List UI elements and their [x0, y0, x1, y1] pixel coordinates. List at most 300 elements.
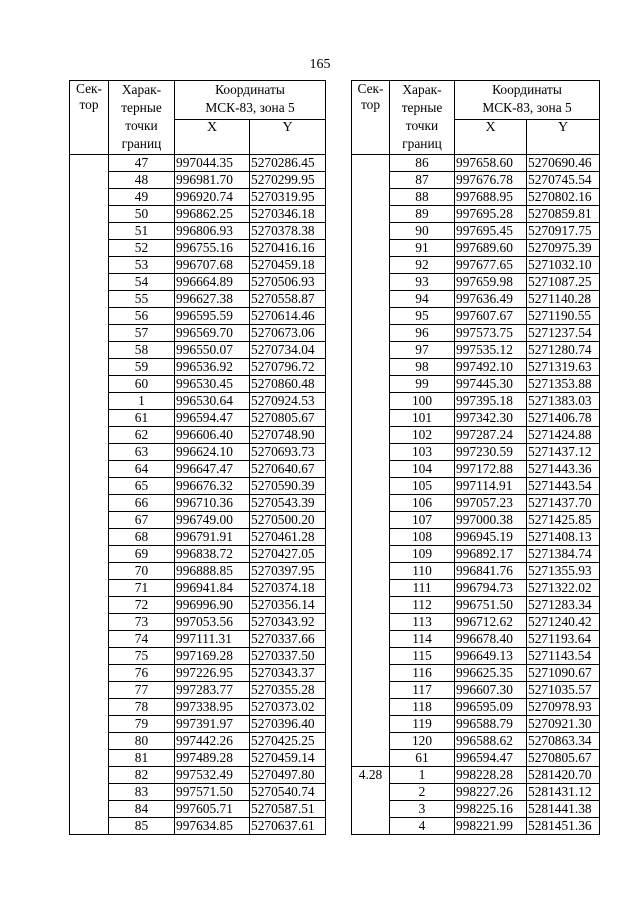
sector-cell: [70, 376, 109, 393]
point-cell: 75: [109, 648, 175, 665]
x-cell: 997169.28: [175, 648, 250, 665]
table-row: [70, 614, 326, 631]
point-cell: 88: [390, 189, 455, 206]
sector-cell: [70, 767, 109, 784]
x-cell: 997053.56: [175, 614, 250, 631]
x-cell: 996888.85: [175, 563, 250, 580]
sector-cell: [352, 478, 390, 495]
sector-cell: [70, 495, 109, 512]
table-row: [352, 308, 600, 325]
point-cell: 102: [390, 427, 455, 444]
table-row: [352, 784, 600, 801]
y-cell: 5270416.16: [250, 240, 326, 257]
point-cell: 1: [109, 393, 175, 410]
point-cell: 92: [390, 257, 455, 274]
sector-cell: [352, 733, 390, 750]
table-row: [70, 376, 326, 393]
header-point-line1: Харак-: [121, 82, 162, 97]
point-cell: 105: [390, 478, 455, 495]
x-cell: 996710.36: [175, 495, 250, 512]
y-cell: 5270863.34: [527, 733, 600, 750]
header-point-line4: границ: [402, 136, 442, 151]
x-cell: 997695.28: [455, 206, 527, 223]
y-cell: 5271443.36: [527, 461, 600, 478]
x-cell: 997342.30: [455, 410, 527, 427]
table-row: [352, 291, 600, 308]
table-row: [352, 495, 600, 512]
x-cell: 997338.95: [175, 699, 250, 716]
header-x: X: [455, 120, 527, 155]
y-cell: 5270558.87: [250, 291, 326, 308]
sector-cell: [70, 682, 109, 699]
sector-cell: [70, 580, 109, 597]
point-cell: 58: [109, 342, 175, 359]
x-cell: 997573.75: [455, 325, 527, 342]
header-x: X: [175, 120, 250, 155]
point-cell: 73: [109, 614, 175, 631]
sector-cell: [70, 223, 109, 240]
sector-cell: [70, 206, 109, 223]
sector-cell: [70, 274, 109, 291]
table-row: [352, 376, 600, 393]
sector-cell: [352, 665, 390, 682]
sector-cell: [70, 716, 109, 733]
sector-cell: [352, 648, 390, 665]
page-number: 165: [309, 57, 331, 72]
point-cell: 82: [109, 767, 175, 784]
x-cell: 996530.64: [175, 393, 250, 410]
table-row: [70, 342, 326, 359]
y-cell: 5270337.50: [250, 648, 326, 665]
sector-cell: [352, 325, 390, 342]
point-cell: 106: [390, 495, 455, 512]
sector-cell: [70, 529, 109, 546]
point-cell: 98: [390, 359, 455, 376]
sector-cell: [352, 614, 390, 631]
sector-cell: [352, 597, 390, 614]
sector-cell: [352, 240, 390, 257]
point-cell: 61: [390, 750, 455, 767]
table-row: [352, 767, 600, 784]
x-cell: 996751.50: [455, 597, 527, 614]
table-row: [70, 223, 326, 240]
sector-cell: [70, 257, 109, 274]
sector-cell: [352, 750, 390, 767]
table-row: [70, 512, 326, 529]
x-cell: 996678.40: [455, 631, 527, 648]
header-sector: [70, 81, 109, 155]
point-cell: 49: [109, 189, 175, 206]
point-cell: 51: [109, 223, 175, 240]
point-cell: 89: [390, 206, 455, 223]
y-cell: 5271193.64: [527, 631, 600, 648]
x-cell: 996749.00: [175, 512, 250, 529]
table-row: [70, 495, 326, 512]
point-cell: 68: [109, 529, 175, 546]
point-cell: 62: [109, 427, 175, 444]
point-cell: 115: [390, 648, 455, 665]
y-cell: 5270497.80: [250, 767, 326, 784]
y-cell: 5270859.81: [527, 206, 600, 223]
table-row: [352, 274, 600, 291]
sector-cell: [352, 291, 390, 308]
x-cell: 996536.92: [175, 359, 250, 376]
y-cell: 5271384.74: [527, 546, 600, 563]
table-row: [352, 597, 600, 614]
x-cell: 996595.09: [455, 699, 527, 716]
sector-cell: [352, 563, 390, 580]
table-row: [70, 172, 326, 189]
point-cell: 113: [390, 614, 455, 631]
sector-cell: [70, 733, 109, 750]
header-y: Y: [250, 120, 326, 155]
y-cell: 5281451.36: [527, 818, 600, 835]
table-row: [70, 699, 326, 716]
header-point-line2: терные: [121, 100, 162, 115]
y-cell: 5270805.67: [527, 750, 600, 767]
x-cell: 996945.19: [455, 529, 527, 546]
x-cell: 997445.30: [455, 376, 527, 393]
y-cell: 5270343.92: [250, 614, 326, 631]
y-cell: 5270734.04: [250, 342, 326, 359]
sector-cell: [352, 818, 390, 835]
x-cell: 997688.95: [455, 189, 527, 206]
x-cell: 997172.88: [455, 461, 527, 478]
x-cell: 997114.91: [455, 478, 527, 495]
sector-cell: [70, 614, 109, 631]
sector-cell: [70, 699, 109, 716]
y-cell: 5271425.85: [527, 512, 600, 529]
point-cell: 66: [109, 495, 175, 512]
sector-cell: [70, 342, 109, 359]
sector-cell: [70, 427, 109, 444]
point-cell: 77: [109, 682, 175, 699]
y-cell: 5270745.54: [527, 172, 600, 189]
sector-cell: [352, 376, 390, 393]
sector-cell: [352, 529, 390, 546]
sector-cell: [70, 359, 109, 376]
sector-cell: [70, 784, 109, 801]
y-cell: 5271383.03: [527, 393, 600, 410]
y-cell: 5270693.73: [250, 444, 326, 461]
x-cell: 998228.28: [455, 767, 527, 784]
point-cell: 72: [109, 597, 175, 614]
table-row: [70, 801, 326, 818]
y-cell: 5270355.28: [250, 682, 326, 699]
y-cell: 5270374.18: [250, 580, 326, 597]
sector-cell: [70, 546, 109, 563]
table-row: [352, 665, 600, 682]
y-cell: 5270975.39: [527, 240, 600, 257]
point-cell: 78: [109, 699, 175, 716]
x-cell: 997283.77: [175, 682, 250, 699]
table-row: [352, 682, 600, 699]
table-row: [352, 172, 600, 189]
x-cell: 996625.35: [455, 665, 527, 682]
table-row: [352, 257, 600, 274]
table-row: [70, 325, 326, 342]
point-cell: 70: [109, 563, 175, 580]
y-cell: 5270378.38: [250, 223, 326, 240]
header-point-line3: точки: [405, 118, 439, 133]
point-cell: 59: [109, 359, 175, 376]
point-cell: 96: [390, 325, 455, 342]
table-row: [352, 206, 600, 223]
x-cell: 996791.91: [175, 529, 250, 546]
table-row: [70, 648, 326, 665]
x-cell: 997492.10: [455, 359, 527, 376]
header-point: [109, 81, 175, 155]
sector-cell: [352, 631, 390, 648]
table-row: [70, 478, 326, 495]
sector-cell: [70, 750, 109, 767]
x-cell: 998225.16: [455, 801, 527, 818]
point-cell: 120: [390, 733, 455, 750]
point-cell: 90: [390, 223, 455, 240]
sector-cell: [70, 648, 109, 665]
point-cell: 86: [390, 155, 455, 172]
sector-cell: [70, 478, 109, 495]
sector-cell: [70, 172, 109, 189]
y-cell: 5271437.70: [527, 495, 600, 512]
table-row: [352, 614, 600, 631]
header-coordinates-line1: Координаты: [215, 82, 285, 97]
x-cell: 996588.79: [455, 716, 527, 733]
point-cell: 118: [390, 699, 455, 716]
table-row: [70, 784, 326, 801]
x-cell: 996649.13: [455, 648, 527, 665]
point-cell: 48: [109, 172, 175, 189]
x-cell: 996838.72: [175, 546, 250, 563]
y-cell: 5271280.74: [527, 342, 600, 359]
point-cell: 107: [390, 512, 455, 529]
header-sector-line1: Сек-: [357, 81, 384, 96]
coordinates-table-left: [69, 80, 326, 835]
x-cell: 996627.38: [175, 291, 250, 308]
table-row: [352, 393, 600, 410]
point-cell: 80: [109, 733, 175, 750]
y-cell: 5271353.88: [527, 376, 600, 393]
y-cell: 5281441.38: [527, 801, 600, 818]
x-cell: 997230.59: [455, 444, 527, 461]
sector-cell: [70, 393, 109, 410]
table-row: [70, 716, 326, 733]
table-row: [70, 580, 326, 597]
sector-cell: [352, 410, 390, 427]
y-cell: 5270590.39: [250, 478, 326, 495]
y-cell: 5271322.02: [527, 580, 600, 597]
table-row: [352, 325, 600, 342]
sector-cell: [70, 801, 109, 818]
sector-cell: [70, 155, 109, 172]
y-cell: 5271319.63: [527, 359, 600, 376]
header-coordinates-line2: МСК-83, зона 5: [482, 100, 572, 115]
y-cell: 5271190.55: [527, 308, 600, 325]
point-cell: 64: [109, 461, 175, 478]
point-cell: 87: [390, 172, 455, 189]
point-cell: 74: [109, 631, 175, 648]
y-cell: 5270286.45: [250, 155, 326, 172]
y-cell: 5270673.06: [250, 325, 326, 342]
table-row: [352, 240, 600, 257]
table-row: [352, 580, 600, 597]
table-row: [70, 818, 326, 835]
table-row: [70, 733, 326, 750]
point-cell: 54: [109, 274, 175, 291]
y-cell: 5271443.54: [527, 478, 600, 495]
sector-cell: [352, 393, 390, 410]
y-cell: 5271424.88: [527, 427, 600, 444]
header-sector-line2: тор: [360, 97, 381, 112]
x-cell: 997111.31: [175, 631, 250, 648]
y-cell: 5270978.93: [527, 699, 600, 716]
sector-cell: [70, 461, 109, 478]
point-cell: 117: [390, 682, 455, 699]
x-cell: 997000.38: [455, 512, 527, 529]
y-cell: 5270506.93: [250, 274, 326, 291]
sector-cell: [70, 818, 109, 835]
sector-cell: [70, 597, 109, 614]
point-cell: 55: [109, 291, 175, 308]
sector-cell: [352, 580, 390, 597]
header-coordinates-line1: Координаты: [492, 82, 562, 97]
x-cell: 997607.67: [455, 308, 527, 325]
point-cell: 83: [109, 784, 175, 801]
sector-cell: [352, 512, 390, 529]
y-cell: 5270373.02: [250, 699, 326, 716]
coordinates-table-right: [351, 80, 600, 835]
table-row: [352, 563, 600, 580]
x-cell: 996981.70: [175, 172, 250, 189]
sector-cell: [70, 631, 109, 648]
table-row: [352, 529, 600, 546]
y-cell: 5270796.72: [250, 359, 326, 376]
table-row: [70, 529, 326, 546]
y-cell: 5270921.30: [527, 716, 600, 733]
point-cell: 116: [390, 665, 455, 682]
sector-cell: [70, 240, 109, 257]
point-cell: 94: [390, 291, 455, 308]
table-row: [70, 393, 326, 410]
sector-cell: [352, 155, 390, 172]
sector-cell: [352, 784, 390, 801]
x-cell: 996594.47: [175, 410, 250, 427]
x-cell: 998221.99: [455, 818, 527, 835]
x-cell: 997658.60: [455, 155, 527, 172]
point-cell: 79: [109, 716, 175, 733]
sector-cell: [352, 223, 390, 240]
x-cell: 997489.28: [175, 750, 250, 767]
y-cell: 5270748.90: [250, 427, 326, 444]
sector-cell: [70, 444, 109, 461]
x-cell: 996841.76: [455, 563, 527, 580]
y-cell: 5270319.95: [250, 189, 326, 206]
table-row: [70, 155, 326, 172]
y-cell: 5270356.14: [250, 597, 326, 614]
y-cell: 5270459.18: [250, 257, 326, 274]
table-row: [352, 801, 600, 818]
right-table-body: [352, 155, 600, 835]
point-cell: 63: [109, 444, 175, 461]
y-cell: 5271437.12: [527, 444, 600, 461]
x-cell: 997636.49: [455, 291, 527, 308]
header-y: Y: [527, 120, 600, 155]
table-row: [352, 410, 600, 427]
x-cell: 997634.85: [175, 818, 250, 835]
x-cell: 996607.30: [455, 682, 527, 699]
y-cell: 5271283.34: [527, 597, 600, 614]
point-cell: 2: [390, 784, 455, 801]
point-cell: 71: [109, 580, 175, 597]
sector-cell: [352, 172, 390, 189]
sector-cell: [352, 342, 390, 359]
x-cell: 996806.93: [175, 223, 250, 240]
y-cell: 5270337.66: [250, 631, 326, 648]
sector-cell: [352, 546, 390, 563]
point-cell: 65: [109, 478, 175, 495]
y-cell: 5270587.51: [250, 801, 326, 818]
table-row: [70, 461, 326, 478]
y-cell: 5270299.95: [250, 172, 326, 189]
point-cell: 95: [390, 308, 455, 325]
y-cell: 5271406.78: [527, 410, 600, 427]
table-row: [70, 444, 326, 461]
y-cell: 5270637.61: [250, 818, 326, 835]
x-cell: 996892.17: [455, 546, 527, 563]
x-cell: 997689.60: [455, 240, 527, 257]
table-row: [70, 427, 326, 444]
table-row: [70, 682, 326, 699]
sector-cell: [352, 699, 390, 716]
x-cell: 997571.50: [175, 784, 250, 801]
point-cell: 53: [109, 257, 175, 274]
table-row: [352, 155, 600, 172]
y-cell: 5270396.40: [250, 716, 326, 733]
table-row: [352, 189, 600, 206]
point-cell: 67: [109, 512, 175, 529]
sector-cell: [352, 495, 390, 512]
y-cell: 5270425.25: [250, 733, 326, 750]
x-cell: 996676.32: [175, 478, 250, 495]
sector-cell: [70, 291, 109, 308]
table-row: [352, 223, 600, 240]
table-row: [352, 546, 600, 563]
point-cell: 97: [390, 342, 455, 359]
sector-cell: [352, 682, 390, 699]
point-cell: 99: [390, 376, 455, 393]
sector-cell: [70, 563, 109, 580]
table-row: [70, 546, 326, 563]
x-cell: 997676.78: [455, 172, 527, 189]
x-cell: 997057.23: [455, 495, 527, 512]
point-cell: 119: [390, 716, 455, 733]
sector-cell: [352, 801, 390, 818]
point-cell: 52: [109, 240, 175, 257]
x-cell: 996862.25: [175, 206, 250, 223]
y-cell: 5270924.53: [250, 393, 326, 410]
x-cell: 996588.62: [455, 733, 527, 750]
table-row: [352, 512, 600, 529]
header-coordinates-line2: МСК-83, зона 5: [205, 100, 295, 115]
sector-cell: [70, 512, 109, 529]
header-sector: [352, 81, 390, 155]
header-point-line2: терные: [401, 100, 443, 115]
table-row: [70, 189, 326, 206]
table-row: [352, 648, 600, 665]
x-cell: 997391.97: [175, 716, 250, 733]
y-cell: 5271090.67: [527, 665, 600, 682]
table-row: [352, 478, 600, 495]
